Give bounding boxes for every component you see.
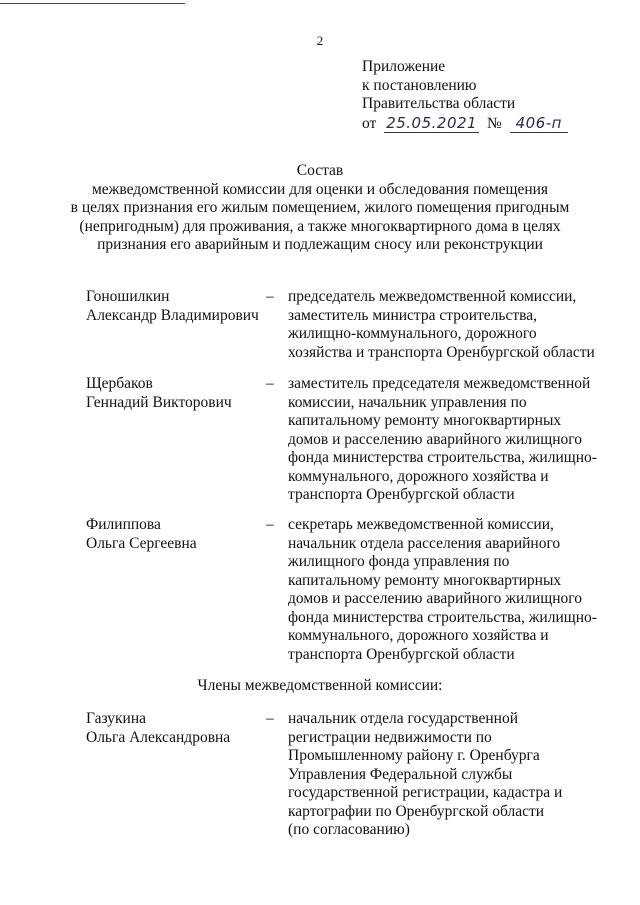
member-name	[86, 516, 266, 553]
appendix-line-3: Правительства области	[362, 95, 516, 112]
position-line: заместитель председателя межведомственной	[288, 375, 591, 392]
member-name	[86, 710, 266, 747]
number-sign: №	[486, 114, 502, 132]
position-line: начальник отдела государственной	[288, 710, 519, 727]
document-title	[60, 162, 580, 255]
title-line-4: признания его аварийным и подлежащим сносу или реконструкции	[97, 236, 543, 253]
member-name	[86, 288, 266, 325]
member-surname: Гоношилкин	[86, 288, 170, 305]
member-given-name: Александр Владимирович	[86, 306, 259, 324]
position-line: домов и расселению аварийного жилищного	[288, 430, 582, 448]
dash-separator: –	[266, 516, 274, 533]
position-line: секретарь межведомственной комиссии,	[288, 516, 554, 533]
dash-separator: –	[266, 710, 274, 727]
handwritten-date: 25.05.2021	[386, 113, 478, 132]
member-surname: Филиппова	[86, 516, 161, 533]
position-line: хозяйства и транспорта Оренбургской области	[288, 343, 595, 361]
position-line: картографии по Оренбургской области	[288, 802, 545, 820]
member-position	[288, 375, 618, 505]
member-position	[288, 710, 618, 840]
page-number: 2	[316, 33, 324, 48]
position-line: жилищного фонда управления по	[288, 553, 510, 570]
position-line: фонда министерства строительства, жилищно-	[288, 608, 597, 626]
position-line: (по согласованию)	[288, 821, 410, 838]
member-position	[288, 516, 618, 664]
position-line: регистрации недвижимости по	[288, 728, 492, 746]
position-line: коммунального, дорожного хозяйства и	[288, 627, 549, 644]
position-line: государственной регистрации, кадастра и	[288, 784, 563, 801]
appendix-date-line	[362, 114, 568, 134]
appendix-line-2: к постановлению	[362, 76, 477, 94]
member-surname: Газукина	[86, 710, 147, 727]
member-given-name: Ольга Александровна	[86, 728, 231, 746]
title-line-2: в целях признания его жилым помещением, жилого помещения пригодным	[70, 199, 570, 216]
position-line: транспорта Оренбургской области	[288, 486, 515, 503]
member-position	[288, 288, 618, 362]
appendix-line-1: Приложение	[362, 58, 446, 75]
member-surname: Щербаков	[86, 375, 153, 392]
member-given-name: Геннадий Викторович	[86, 393, 232, 411]
appendix-block	[362, 58, 568, 133]
position-line: фонда министерства строительства, жилищно-	[288, 449, 597, 466]
position-line: начальник отдела расселения аварийного	[288, 534, 561, 552]
position-line: председатель межведомственной комиссии,	[288, 288, 577, 305]
member-name	[86, 375, 266, 412]
position-line: домов и расселению аварийного жилищного	[288, 590, 582, 607]
title-heading: Состав	[296, 162, 344, 179]
position-line: Промышленному району г. Оренбурга	[288, 747, 540, 764]
position-line: капитальному ремонту многоквартирных	[288, 571, 562, 589]
title-line-3: (непригодным) для проживания, а также многоквартирного дома в целях	[79, 217, 561, 235]
title-line-1: межведомственной комиссии для оценки и обследования помещения	[91, 180, 549, 198]
member-given-name: Ольга Сергеевна	[86, 534, 197, 552]
position-line: жилищно-коммунального, дорожного	[288, 325, 537, 342]
position-line: Управления Федеральной службы	[288, 765, 513, 783]
date-prefix: от	[362, 114, 377, 132]
position-line: комиссии, начальник управления по	[288, 393, 527, 411]
position-line: коммунального, дорожного хозяйства и	[288, 467, 549, 485]
position-line: заместитель министра строительства,	[288, 306, 538, 324]
handwritten-number: 406-п	[510, 114, 568, 134]
top-rule	[0, 3, 185, 4]
dash-separator: –	[266, 288, 274, 305]
dash-separator: –	[266, 375, 274, 392]
position-line: транспорта Оренбургской области	[288, 645, 515, 663]
members-heading: Члены межведомственной комиссии:	[197, 677, 443, 694]
position-line: капитальному ремонту многоквартирных	[288, 412, 562, 429]
